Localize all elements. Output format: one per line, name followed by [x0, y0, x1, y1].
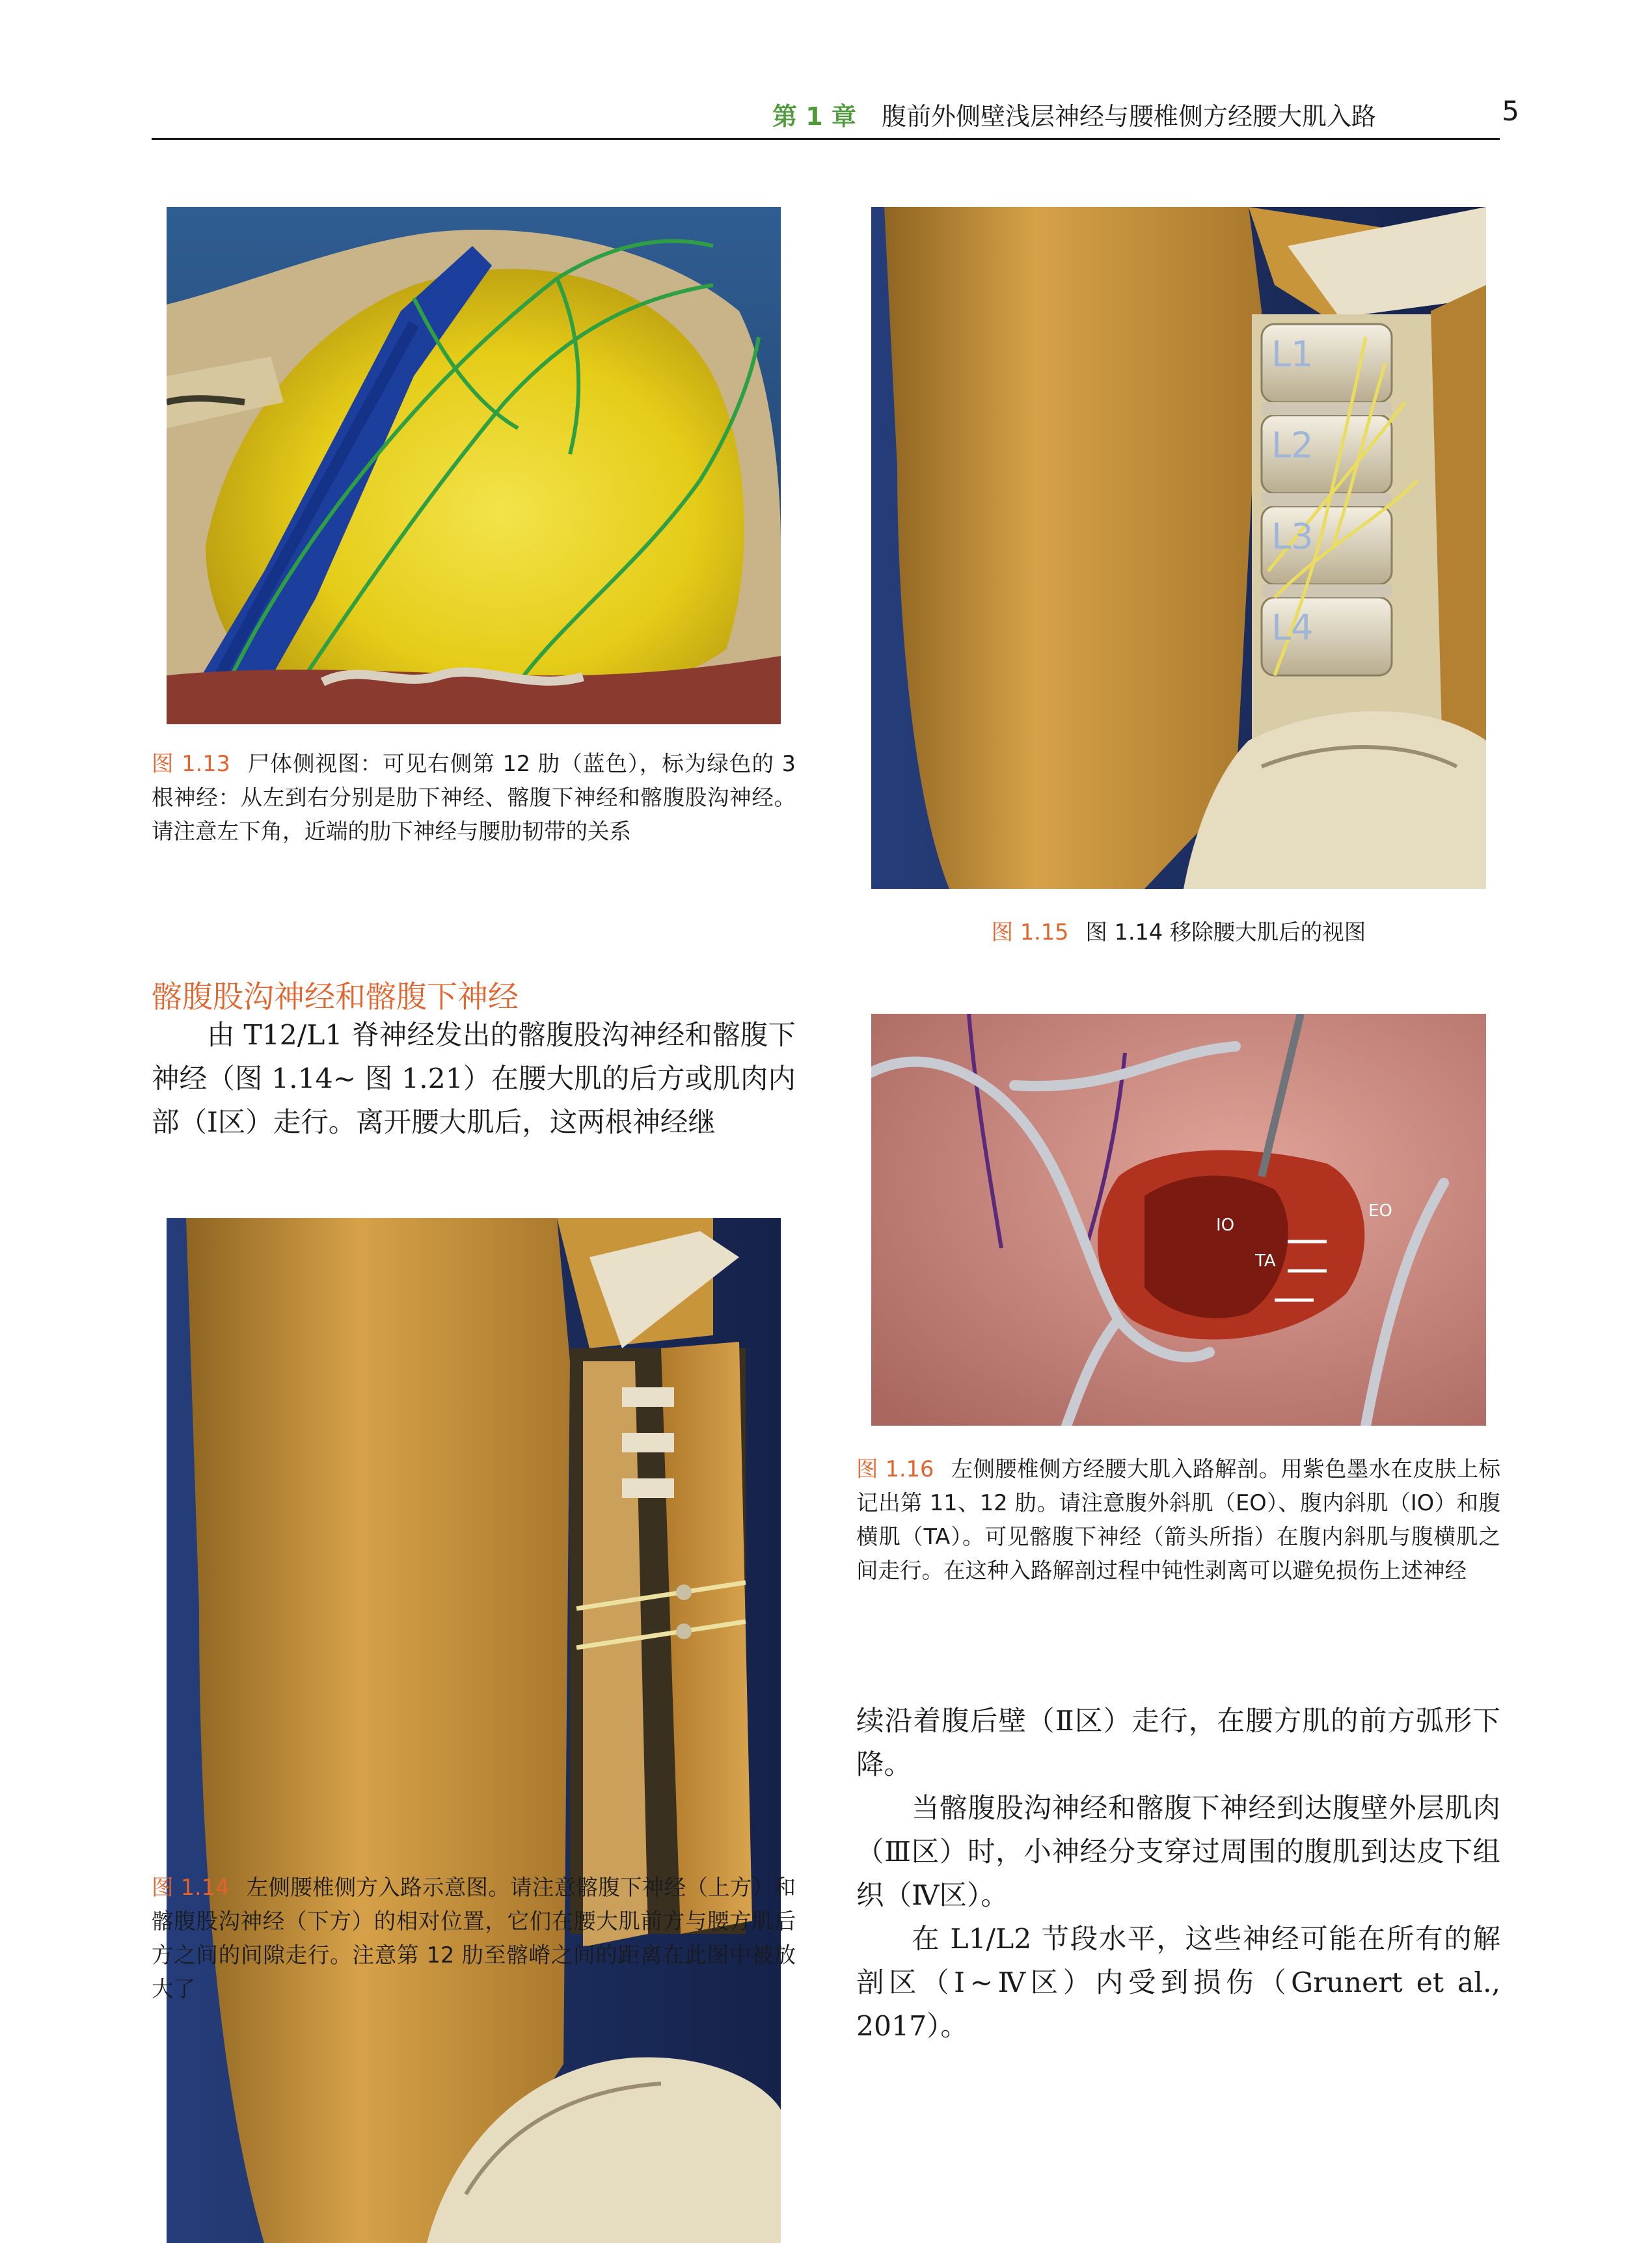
- page-number: 5: [1502, 95, 1519, 127]
- figure-1-15-caption-text: 图 1.14 移除腰大肌后的视图: [1085, 919, 1366, 945]
- body-paragraph-1-end: 续沿着腹后壁（Ⅱ区）走行，在腰方肌的前方弧形下降。: [856, 1706, 1500, 1781]
- header-rule: [152, 138, 1500, 140]
- vertebra-label-l2: L2: [1271, 425, 1314, 466]
- vertebra-label-l1: L1: [1271, 334, 1314, 375]
- figure-1-16-caption: [856, 1452, 1500, 1588]
- muscle-label-io: IO: [1216, 1216, 1235, 1235]
- figure-1-14-image: [167, 1218, 781, 2243]
- section-heading: 髂腹股沟神经和髂腹下神经: [152, 979, 519, 1015]
- body-paragraph-1-start: 由 T12/L1 脊神经发出的髂腹股沟神经和髂腹下神经（图 1.14~ 图 1.21）在腰大肌的后方或肌肉内部（Ⅰ区）走行。离开腰大肌后，这两根神经继: [152, 1020, 796, 1139]
- figure-1-15-caption: [871, 916, 1486, 949]
- chapter-title: 腹前外侧壁浅层神经与腰椎侧方经腰大肌入路: [882, 102, 1377, 131]
- figure-1-14-caption: [152, 1871, 796, 2006]
- figure-1-15-label: 图 1.15: [991, 919, 1069, 945]
- muscle-label-ta: TA: [1255, 1251, 1276, 1271]
- body-paragraph-2: 当髂腹股沟神经和髂腹下神经到达腹壁外层肌肉（Ⅲ区）时，小神经分支穿过周围的腹肌到达皮下组织（Ⅳ区）。: [856, 1793, 1500, 1912]
- vertebra-label-l3: L3: [1271, 516, 1314, 557]
- chapter-number: 第 1 章: [772, 102, 856, 131]
- body-paragraph-3: 在 L1/L2 节段水平，这些神经可能在所有的解剖区（Ⅰ~Ⅳ区）内受到损伤（Grunert et al., 2017）。: [856, 1924, 1500, 2043]
- figure-1-16-label: 图 1.16: [856, 1456, 934, 1482]
- vertebra-label-l4: L4: [1271, 607, 1314, 648]
- figure-1-14-label: 图 1.14: [152, 1875, 230, 1900]
- figure-1-13-caption: [152, 747, 796, 849]
- figure-1-16-caption-text: 左侧腰椎侧方经腰大肌入路解剖。用紫色墨水在皮肤上标记出第 11、12 肋。请注意腹外斜肌（EO）、腹内斜肌（IO）和腹横肌（TA）。可见髂腹下神经（箭头所指）在腹内斜肌与腹横肌之间走行。在这种入路解剖过程中钝性剥离可以避免损伤上述神经: [856, 1456, 1501, 1583]
- figure-1-13-caption-text: 尸体侧视图：可见右侧第 12 肋（蓝色），标为绿色的 3 根神经：从左到右分别是肋下神经、髂腹下神经和髂腹股沟神经。请注意左下角，近端的肋下神经与腰肋韧带的关系: [152, 751, 796, 844]
- figure-1-15-image: [871, 207, 1486, 889]
- figure-1-13-image: [167, 207, 781, 724]
- figure-1-13-label: 图 1.13: [152, 751, 230, 776]
- figure-1-16-image: [871, 1014, 1486, 1426]
- figure-1-14-caption-text: 左侧腰椎侧方入路示意图。请注意髂腹下神经（上方）和髂腹股沟神经（下方）的相对位置，它们在腰大肌前方与腰方肌后方之间的间隙走行。注意第 12 肋至髂嵴之间的距离在此图中被放大了: [152, 1875, 796, 2002]
- muscle-label-eo: EO: [1368, 1201, 1392, 1221]
